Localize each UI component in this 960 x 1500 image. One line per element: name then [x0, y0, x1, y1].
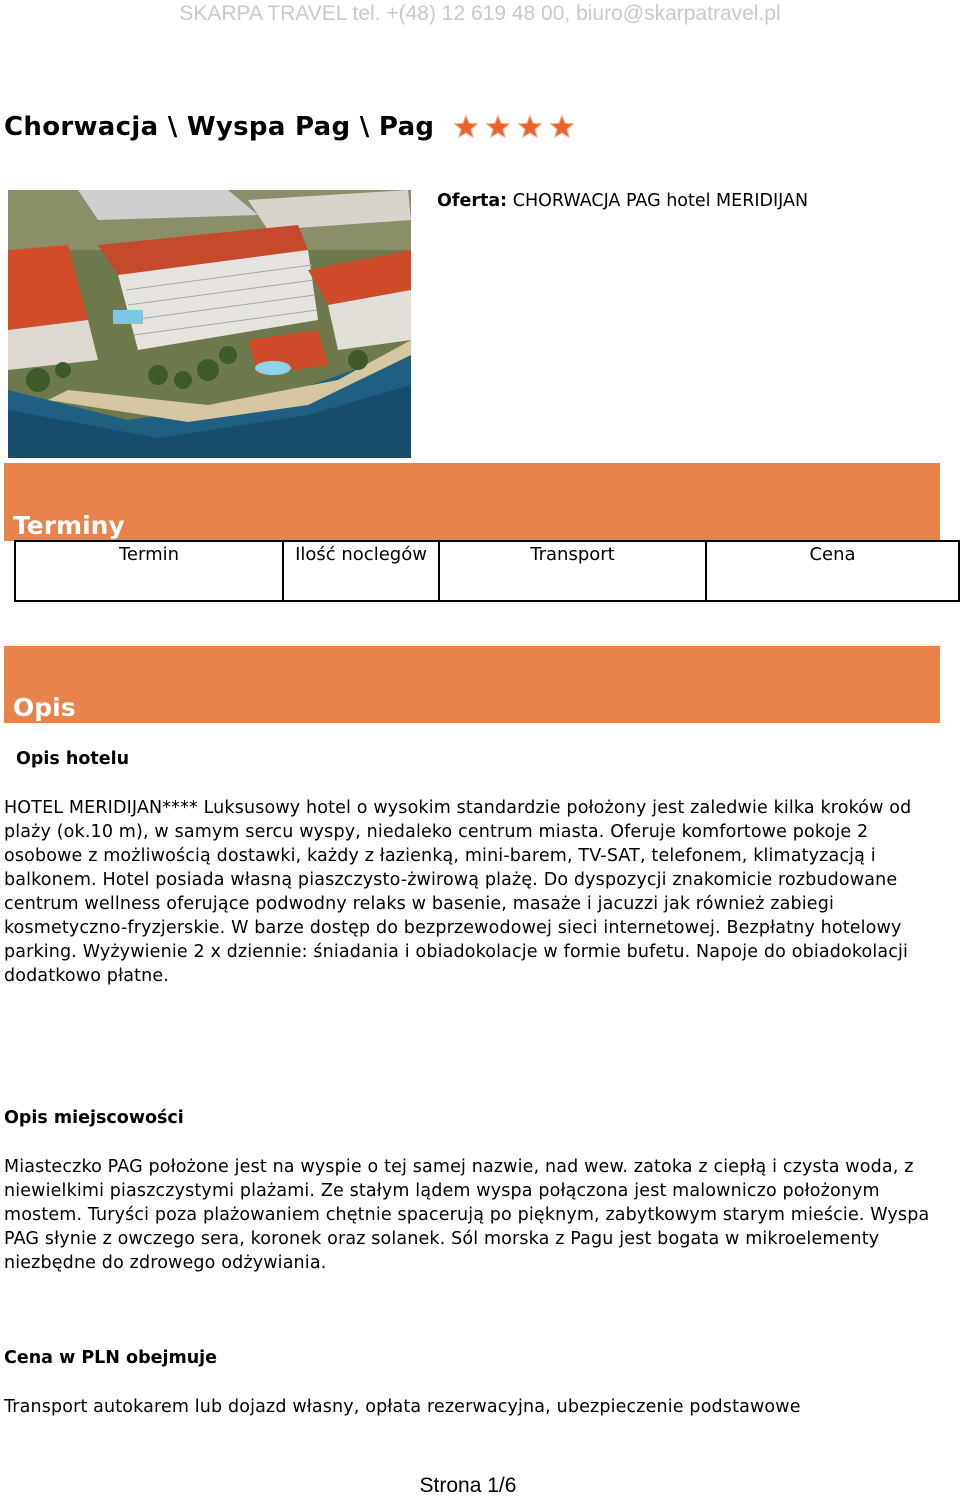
hotel-description: HOTEL MERIDIJAN**** Luksusowy hotel o wysokim standardzie położony jest zaledwie kilka kroków od plaży (ok.10 m), w samym sercu wyspy, niedaleko centrum miasta. Oferuje komfortowe pokoje 2 osobowe z możliwością dostawki, każdy z łazienką, mini-barem, TV-SAT, telefonem, klimatyzacją i balkonem. Hotel posiada własną piaszczysto-żwirową plażę. Do dyspozycji znakomicie rozbudowane centrum wellness oferujące podwodny relaks w basenie, masaże i jacuzzi jak również zabiegi kosmetyczno-fryzjerskie. W barze dostęp do bezprzewodowej sieci internetowej. Bezpłatny hotelowy parking. Wyżywienie 2 x dziennie: śniadania i obiadokolacje w formie bufetu. Napoje do obiadokolacji dodatkowo płatne.	[4, 798, 912, 986]
hotel-description-heading: Opis hotelu	[16, 749, 130, 769]
page-number: Strona 1/6	[419, 1474, 517, 1497]
dates-table	[14, 540, 960, 602]
terminy-heading: Terminy	[13, 511, 125, 540]
star-icon	[484, 114, 512, 140]
offer-value: CHORWACJA PAG hotel MERIDIJAN	[512, 191, 809, 211]
table-header-cell: Cena	[706, 541, 959, 601]
offer-line	[437, 191, 808, 211]
table-header-cell: Transport	[439, 541, 706, 601]
location-description-heading: Opis miejscowości	[4, 1108, 184, 1128]
star-icon	[548, 114, 576, 140]
terminy-banner	[4, 463, 940, 541]
page-title-text: Chorwacja \ Wyspa Pag \ Pag	[4, 112, 435, 142]
star-icon	[516, 114, 544, 140]
table-header-row	[15, 541, 959, 601]
opis-heading: Opis	[13, 693, 76, 722]
table-header-cell: Ilość noclegów	[283, 541, 439, 601]
star-icon	[452, 114, 480, 140]
price-includes: Transport autokarem lub dojazd własny, opłata rezerwacyjna, ubezpieczenie podstawowe	[4, 1397, 801, 1417]
star-rating	[452, 114, 576, 140]
page-title	[4, 112, 576, 142]
price-includes-heading: Cena w PLN obejmuje	[4, 1348, 218, 1368]
header-contact: SKARPA TRAVEL tel. +(48) 12 619 48 00, biuro@skarpatravel.pl	[179, 2, 781, 25]
hotel-photo	[8, 190, 411, 458]
opis-banner	[4, 646, 940, 723]
offer-label: Oferta:	[437, 191, 508, 211]
location-description: Miasteczko PAG położone jest na wyspie o tej samej nazwie, nad wew. zatoka z ciepłą i czysta woda, z niewielkimi piaszczystymi plażami. Ze stałym lądem wyspa połączona jest malowniczo położonym mostem. Turyści poza plażowaniem chętnie spacerują po pięknym, zabytkowym starym mieście. Wyspa PAG słynie z owczego sera, koronek oraz solanek. Sól morska z Pagu jest bogata w mikroelementy niezbędne do zdrowego odżywiania.	[4, 1157, 930, 1273]
table-header-cell: Termin	[15, 541, 283, 601]
